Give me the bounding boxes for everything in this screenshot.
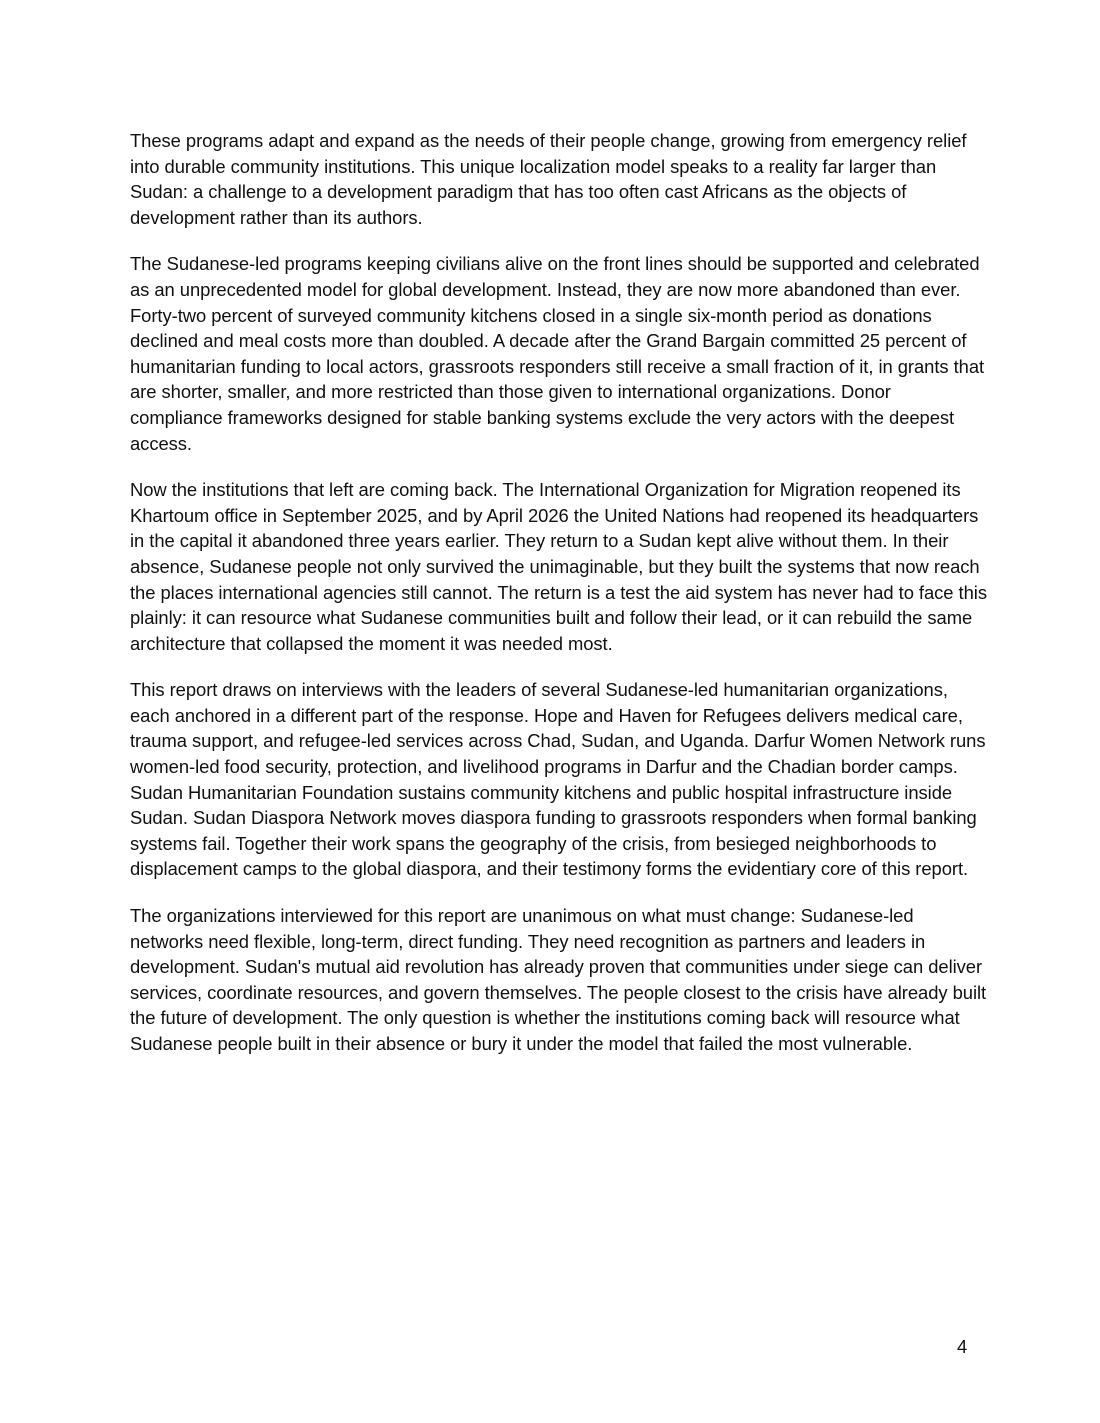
page-number: 4 bbox=[957, 1336, 968, 1357]
page-body bbox=[130, 128, 988, 1078]
paragraph-report-sources: This report draws on interviews with the leaders of several Sudanese-led humanitarian organizations, each anchored in a different part of the response. Hope and Haven for Refugees delivers medical care, trauma support, and refugee-led services across Chad, Sudan, and Uganda. Darfur Women Network runs women-led food security, protection, and livelihood programs in Darfur and the Chadian border camps. Sudan Humanitarian Foundation sustains community kitchens and public hospital infrastructure inside Sudan. Sudan Diaspora Network moves diaspora funding to grassroots responders when formal banking systems fail. Together their work spans the geography of the crisis, from besieged neighborhoods to displacement camps to the global diaspora, and their testimony forms the evidentiary core of this report. bbox=[130, 679, 986, 880]
paragraph-recommendations: The organizations interviewed for this report are unanimous on what must change: Sudanese-led networks need flexible, long-term, direct funding. They need recognition as partners and leaders in development. Sudan's mutual aid revolution has already proven that communities under siege can deliver services, coordinate resources, and govern themselves. The people closest to the crisis have already built the future of development. The only question is whether the institutions coming back will resource what Sudanese people built in their absence or bury it under the model that failed the most vulnerable. bbox=[130, 905, 987, 1054]
paragraph-abandoned-programs: The Sudanese-led programs keeping civilians alive on the front lines should be supported and celebrated as an unprecedented model for global development. Instead, they are now more abandoned than ever. Forty-two percent of surveyed community kitchens closed in a single six-month period as donations declined and meal costs more than doubled. A decade after the Grand Bargain committed 25 percent of humanitarian funding to local actors, grassroots responders still receive a small fraction of it, in grants that are shorter, smaller, and more restricted than those given to international organizations. Donor compliance frameworks designed for stable banking systems exclude the very actors with the deepest access. bbox=[130, 253, 985, 454]
paragraph-localization-model: These programs adapt and expand as the needs of their people change, growing from emergency relief into durable community institutions. This unique localization model speaks to a reality far larger than Sudan: a challenge to a development paradigm that has too often cast Africans as the objects of development rather than its authors. bbox=[130, 130, 967, 228]
paragraph-institutions-return: Now the institutions that left are coming back. The International Organization for Migration reopened its Khartoum office in September 2025, and by April 2026 the United Nations had reopened its headquarters in the capital it abandoned three years earlier. They return to a Sudan kept alive without them. In their absence, Sudanese people not only survived the unimaginable, but they built the systems that now reach the places international agencies still cannot. The return is a test the aid system has never had to face this plainly: it can resource what Sudanese communities built and follow their lead, or it can rebuild the same architecture that collapsed the moment it was needed most. bbox=[130, 479, 987, 654]
